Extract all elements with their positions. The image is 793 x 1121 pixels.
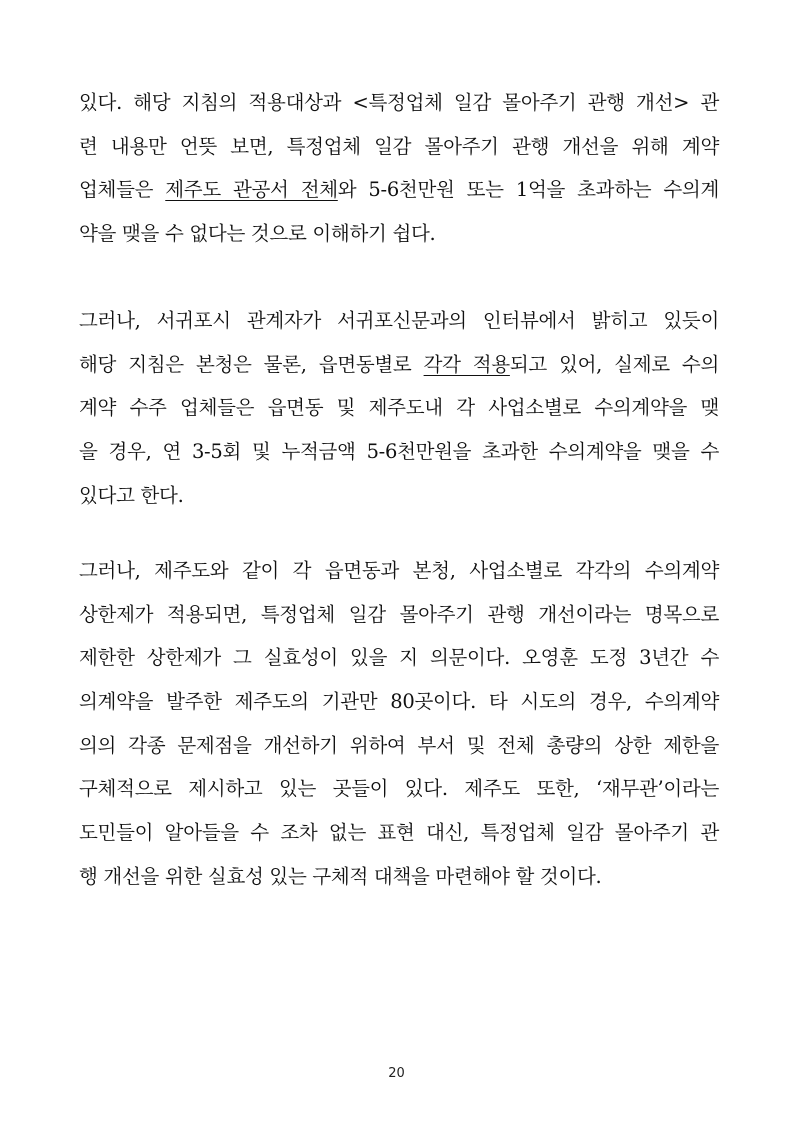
underlined-text: 각각 적용 (423, 352, 510, 376)
text-line (79, 81, 719, 125)
page-number: 20 (388, 1066, 405, 1081)
text-segment: 있다고 한다. (79, 483, 184, 507)
text-segment: 되고 있어, 실제로 수의 (509, 352, 719, 376)
text-segment: 계약 수주 업체들은 읍면동 및 제주도내 각 사업소별로 수의계약을 맺 (79, 396, 719, 420)
text-line (79, 767, 719, 811)
text-line (79, 811, 719, 855)
text-segment: 그러나, 서귀포시 관계자가 서귀포신문과의 인터뷰에서 밝히고 있듯이 (79, 309, 719, 332)
text-segment: 제한한 상한제가 그 실효성이 있을 지 의문이다. 오영훈 도정 3년간 수 (79, 646, 719, 670)
text-segment: 의계약을 발주한 제주도의 기관만 80곳이다. 타 시도의 경우, 수의계약 (79, 690, 719, 714)
text-line (79, 680, 719, 724)
text-segment: 있다. 해당 지침의 적용대상과 <특정업체 일감 몰아주기 관행 개선> 관 (79, 91, 719, 114)
text-segment: 약을 맺을 수 없다는 것으로 이해하기 쉽다. (79, 222, 436, 246)
text-line (79, 430, 719, 474)
text-line (79, 299, 719, 343)
text-segment: 업체들은 (79, 178, 166, 202)
text-line (79, 474, 719, 518)
text-line (79, 593, 719, 637)
paragraph-1 (79, 81, 719, 256)
text-line (79, 212, 719, 256)
text-segment: 의의 각종 문제점을 개선하기 위하여 부서 및 전체 총량의 상한 제한을 (79, 733, 719, 757)
text-segment: 도민들이 알아들을 수 조차 없는 표현 대신, 특정업체 일감 몰아주기 관 (79, 821, 719, 845)
text-segment: 해당 지침은 본청은 물론, 읍면동별로 (79, 352, 424, 376)
text-line (79, 855, 719, 899)
paragraph-3 (79, 549, 719, 899)
text-segment: 구체적으로 제시하고 있는 곳들이 있다. 제주도 또한, ‘재무관’이라는 (79, 777, 719, 801)
text-line (79, 125, 719, 169)
text-line (79, 636, 719, 680)
text-segment: 와 5-6천만원 또는 1억을 초과하는 수의계 (337, 178, 719, 202)
text-line (79, 168, 719, 212)
text-segment: 상한제가 적용되면, 특정업체 일감 몰아주기 관행 개선이라는 명목으로 (79, 602, 719, 626)
underlined-text: 제주도 관공서 전체 (165, 178, 338, 202)
text-line (79, 343, 719, 387)
text-line (79, 724, 719, 768)
text-segment: 을 경우, 연 3-5회 및 누적금액 5-6천만원을 초과한 수의계약을 맺을 수 (79, 440, 719, 464)
text-segment: 행 개선을 위한 실효성 있는 구체적 대책을 마련해야 할 것이다. (79, 864, 602, 888)
text-segment: 련 내용만 언뜻 보면, 특정업체 일감 몰아주기 관행 개선을 위해 계약 (79, 134, 719, 158)
text-line (79, 549, 719, 593)
text-line (79, 386, 719, 430)
paragraph-2 (79, 299, 719, 517)
text-segment: 그러나, 제주도와 같이 각 읍면동과 본청, 사업소별로 각각의 수의계약 (79, 559, 719, 582)
